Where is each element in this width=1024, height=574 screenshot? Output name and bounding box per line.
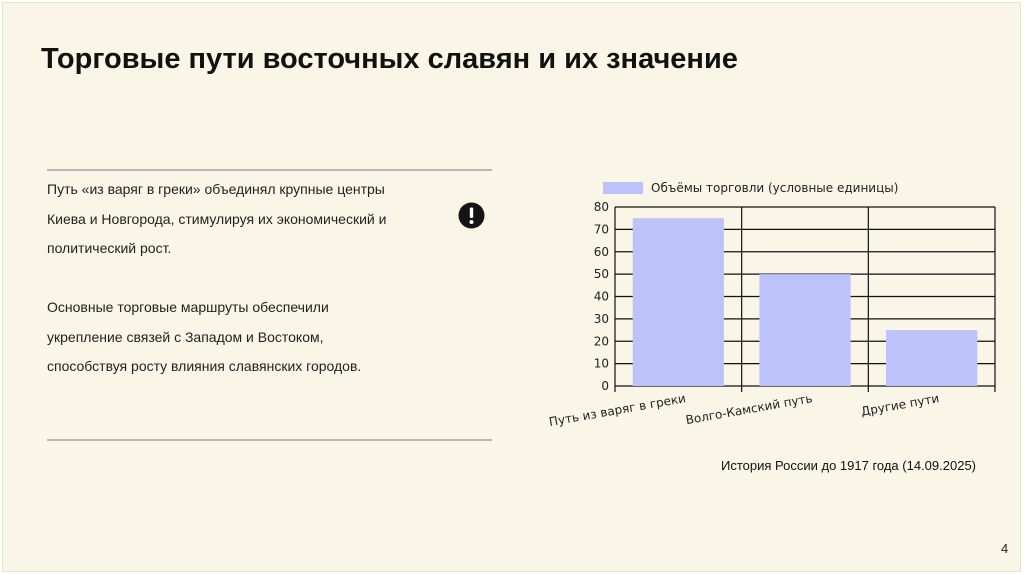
page-number: 4	[1001, 541, 1009, 556]
x-tick-label: Другие пути	[859, 391, 941, 419]
y-tick-label: 80	[593, 200, 609, 214]
source-caption: История России до 1917 года (14.09.2025)	[721, 458, 976, 473]
top-divider	[47, 169, 492, 171]
legend-swatch	[603, 182, 643, 194]
slide	[2, 2, 1021, 572]
legend-label: Объёмы торговли (условные единицы)	[651, 181, 899, 195]
bottom-divider	[47, 439, 492, 441]
x-tick-label: Волго-Камский путь	[684, 391, 814, 428]
trade-volume-chart-svg	[523, 173, 1003, 448]
y-tick-label: 70	[593, 222, 609, 237]
paragraph-trade-routes-role: Основные торговые маршруты обеспечили укрепление связей с Западом и Востоком, способствуя росту влияния славянских городов.	[47, 299, 362, 374]
y-tick-label: 10	[593, 356, 609, 371]
y-tick-label: 30	[593, 311, 609, 326]
trade-volume-chart	[523, 173, 1003, 448]
bar-3	[886, 330, 977, 386]
y-tick-label: 50	[593, 267, 609, 282]
y-tick-label: 40	[593, 289, 609, 304]
bar-1	[633, 218, 724, 386]
x-tick-label: Путь из варяг в греки	[547, 391, 687, 430]
y-tick-label: 20	[593, 334, 609, 349]
y-tick-label: 0	[601, 379, 609, 393]
y-tick-label: 60	[593, 244, 609, 259]
bar-2	[759, 274, 850, 386]
exclamation-circle-icon	[458, 202, 485, 229]
slide-title: Торговые пути восточных славян и их значение	[41, 43, 738, 75]
paragraph-trade-route: Путь «из варяг в греки» объединял крупные центры Киева и Новгорода, стимулируя их экономический и политический рост.	[47, 181, 387, 256]
